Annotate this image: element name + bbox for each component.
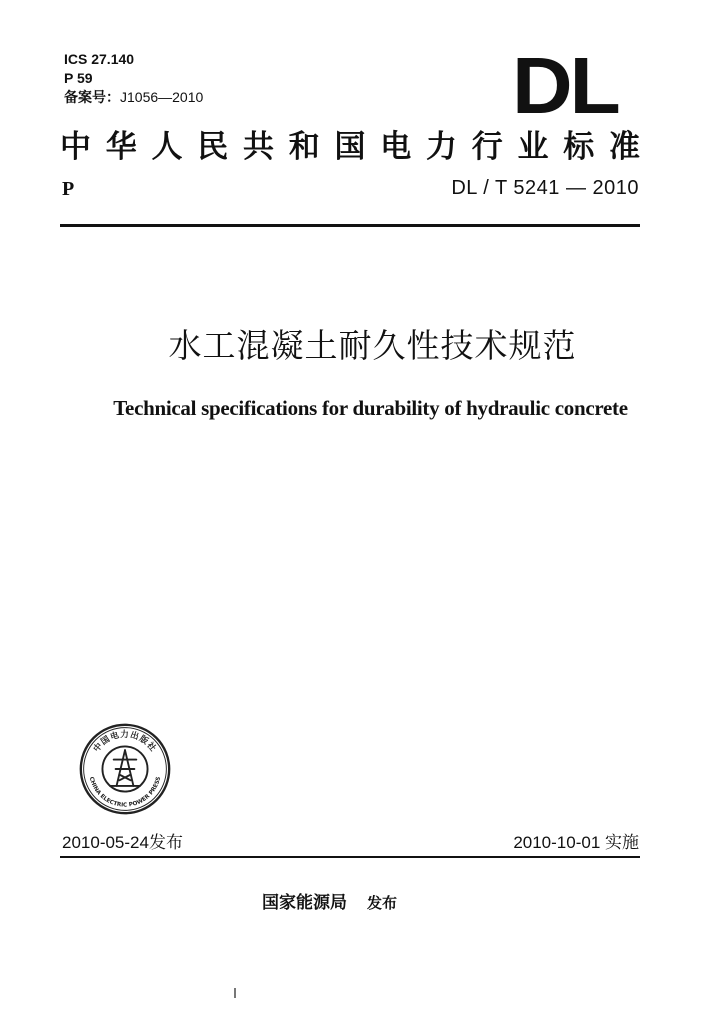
standard-name-char: 人 [151,129,183,165]
standard-name-char: 民 [197,129,229,165]
standard-name-char: 准 [609,129,640,165]
header-divider [60,224,640,227]
publisher-line [262,888,397,913]
effective-date: 2010-10-01 实施 [513,833,639,852]
publisher-name: 国家能源局 [262,893,347,913]
filing-number-line [64,88,203,107]
standard-name-char: 共 [243,129,274,165]
class-code: P 59 [64,70,93,86]
classification-codes [64,50,203,107]
filing-number: J1056—2010 [120,89,204,105]
standard-code: DL / T 5241 — 2010 [451,177,639,199]
standard-name-char: 和 [288,129,320,165]
issue-date: 2010-05-24发布 [62,833,183,852]
footer-divider [60,856,640,858]
standard-name-char: 国 [334,129,366,165]
standard-name-char: 力 [426,129,457,165]
standard-name-char: 业 [517,129,549,165]
standard-name-char: 行 [471,129,503,165]
standard-name-char: 中 [60,129,91,165]
title-chinese: 水工混凝土耐久性技术规范 [168,326,577,365]
standard-category: P [62,178,75,200]
seal-text-bottom: CHINA ELECTRIC POWER PRESS [87,776,163,809]
scan-speck [234,988,236,998]
standard-name [60,128,640,166]
title-english: Technical specifications for durability of hydraulic concrete [113,396,628,420]
standard-name-char: 华 [105,129,137,165]
publish-verb: 发布 [367,894,398,912]
standard-name-char: 电 [380,129,412,165]
seal-text-top: 中国电力出版社 [91,729,159,754]
dl-logo: DL [512,41,618,130]
filing-label: 备案号： [64,89,120,105]
standard-name-char: 标 [563,129,595,165]
publisher-seal-icon [78,722,172,816]
ics-code: ICS 27.140 [64,51,135,67]
